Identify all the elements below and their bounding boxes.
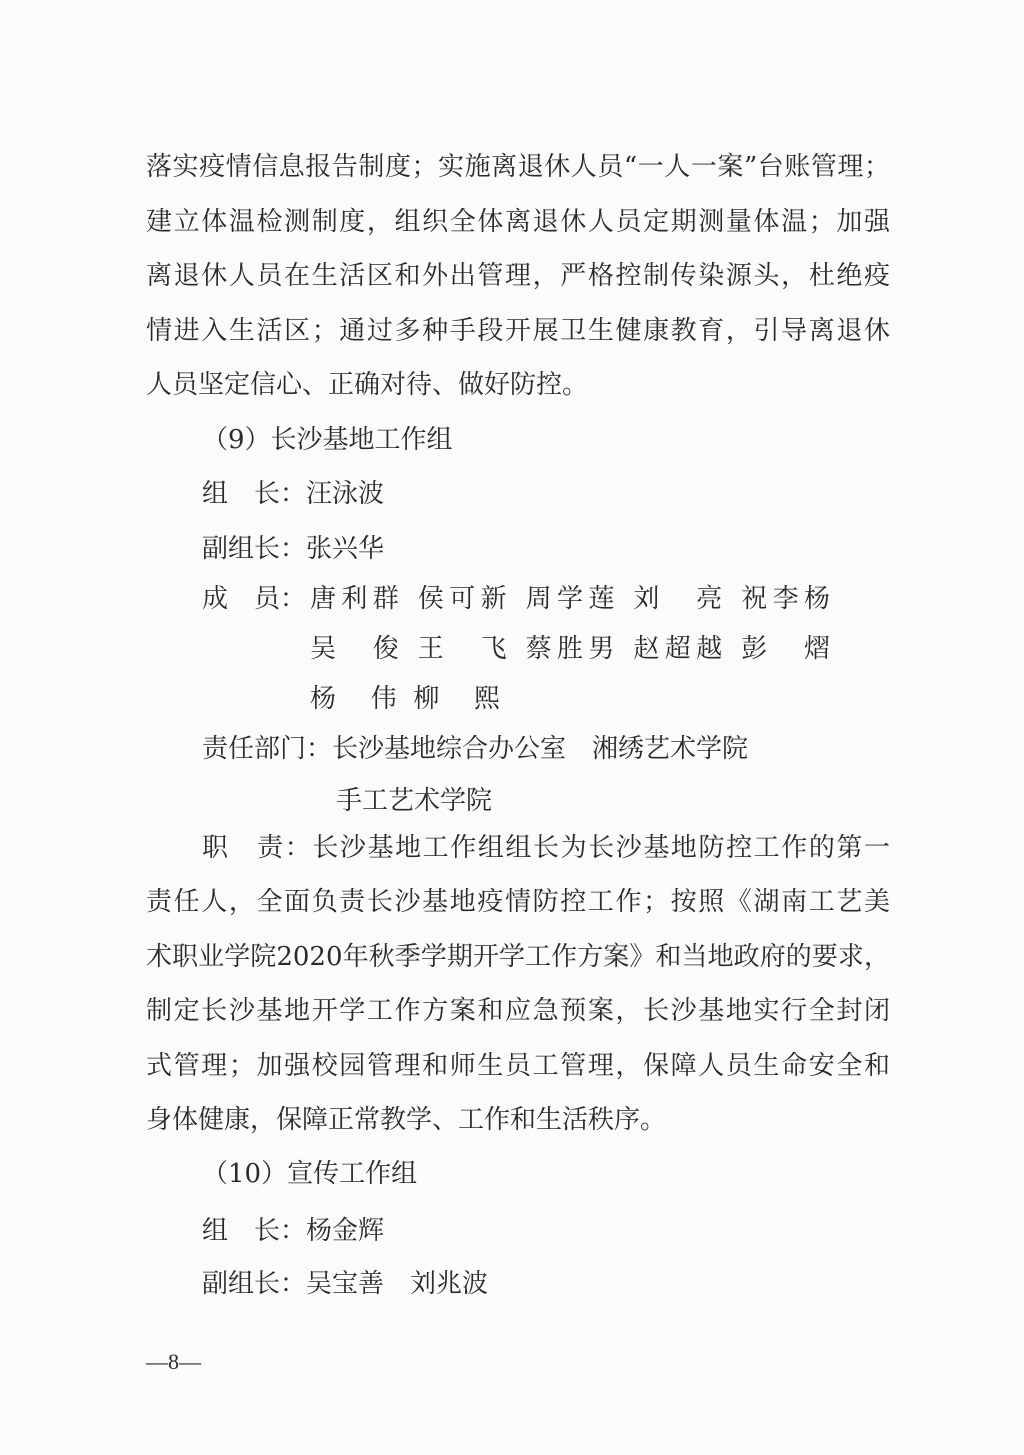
- duties-line: 责任人，全面负责长沙基地疫情防控工作；按照《湖南工艺美: [146, 887, 890, 917]
- duties-line: 术职业学院2020年秋季学期开学工作方案》和当地政府的要求，: [146, 942, 890, 972]
- duties-line: 式管理；加强校园管理和师生员工管理，保障人员生命安全和: [146, 1051, 890, 1081]
- paragraph-line: 人员坚定信心、正确对待、做好防控。: [146, 370, 589, 400]
- page-number: —8—: [146, 1349, 201, 1374]
- members-row: 杨 伟 柳 熙: [310, 684, 500, 714]
- responsible-dept-line: 责任部门：长沙基地综合办公室 湘绣艺术学院: [202, 734, 749, 764]
- members-row: 唐利群 侯可新 周学莲 刘 亮 祝李杨: [310, 584, 830, 614]
- duties-line: 制定长沙基地开学工作方案和应急预案，长沙基地实行全封闭: [146, 996, 890, 1026]
- deputy-line: 副组长：吴宝善 刘兆波: [202, 1269, 489, 1299]
- section-heading-group10: （10）宣传工作组: [202, 1159, 418, 1189]
- paragraph-line: 建立体温检测制度，组织全体离退休人员定期测量体温；加强: [146, 207, 890, 237]
- paragraph-line: 情进入生活区；通过多种手段开展卫生健康教育，引导离退休: [146, 316, 890, 346]
- responsible-dept-line: 手工艺术学院: [336, 786, 493, 816]
- section-heading-group9: （9）长沙基地工作组: [202, 425, 453, 455]
- leader-line: 组 长：杨金辉: [202, 1216, 385, 1246]
- paragraph-line: 离退休人员在生活区和外出管理，严格控制传染源头，杜绝疫: [146, 261, 890, 291]
- members-row: 吴 俊 王 飞 蔡胜男 赵超越 彭 熠: [310, 634, 830, 664]
- paragraph-line: 落实疫情信息报告制度；实施离退休人员“一人一案”台账管理；: [146, 152, 890, 182]
- leader-line: 组 长：汪泳波: [202, 479, 385, 509]
- members-label: 成 员：: [202, 584, 307, 614]
- deputy-line: 副组长：张兴华: [202, 534, 385, 564]
- duties-line: 职 责：长沙基地工作组组长为长沙基地防控工作的第一: [202, 833, 890, 863]
- duties-line: 身体健康，保障正常教学、工作和生活秩序。: [146, 1105, 667, 1135]
